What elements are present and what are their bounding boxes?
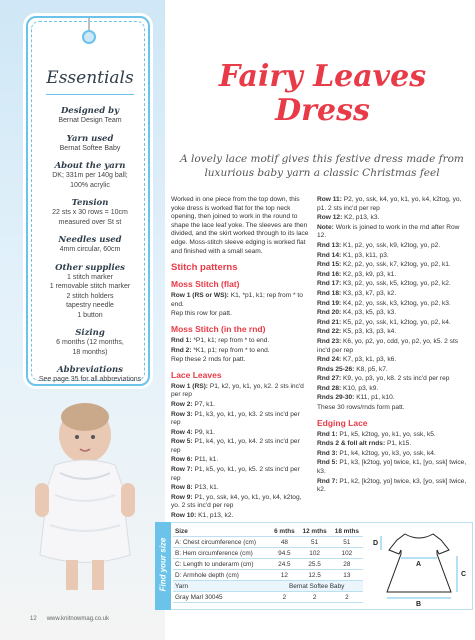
row-label: Rnds 29-30: xyxy=(317,394,357,402)
size-row xyxy=(173,537,363,548)
essentials-value: 100% acrylic xyxy=(70,181,110,189)
size-cell: 51 xyxy=(331,537,363,548)
row-label: Rnd 28: xyxy=(317,384,344,392)
footer xyxy=(30,616,109,622)
row-text: P7, k1. xyxy=(194,400,215,408)
size-header-cell: 12 mths xyxy=(298,526,330,537)
row-label: Rnd 1: xyxy=(317,430,340,438)
subtitle: A lovely lace motif gives this festive dress made from luxurious baby yarn a classic Christmas feel xyxy=(180,153,464,179)
pattern-row xyxy=(171,337,311,346)
row-label: Note: xyxy=(317,223,336,231)
row-text: K5, p2, yo, ssk, k1, k2tog, yo, p2, k4. xyxy=(343,318,451,326)
yarn-row xyxy=(173,581,363,592)
size-cell: 48 xyxy=(270,537,298,548)
pattern-row xyxy=(317,431,467,440)
pattern-row xyxy=(171,411,311,428)
row-text: P1, k2, [k2tog, yo] twice, k3, [yo, ssk] twice, k2. xyxy=(317,477,467,494)
row-text: K7, p3, k1, p3, k6. xyxy=(343,356,397,364)
row-text: P1, k4, yo, k1, yo, k4. 2 sts inc'd per rep xyxy=(171,438,300,454)
row-text: *K1, p1; rep from * to end. xyxy=(193,346,270,354)
row-label: Rnd 21: xyxy=(317,318,344,326)
row-text: Rep this row for patt. xyxy=(171,310,232,318)
essentials-heading: Yarn used xyxy=(66,133,114,144)
row-label: Row 12: xyxy=(317,214,345,222)
row-label: Rnd 14: xyxy=(317,251,344,259)
essentials-title: Essentials xyxy=(46,68,134,88)
intro-text: Worked in one piece from the top down, this yoke dress is worked flat for the top neck opening, then joined to work in the round to shape the lace leaf yoke. The sleeves are then divided, and the skirt worked through to its lace edge. Moss-stitch sleeve edging is worked flat and finished with a small seam. xyxy=(171,196,309,255)
row-text: P1, k3, yo, k1, yo, k3. 2 sts inc'd per rep xyxy=(171,410,300,427)
row-label: Rnd 2: xyxy=(171,346,194,354)
row-text: K1, p2, yo, ssk, k9, k2tog, yo, p2. xyxy=(343,241,441,249)
size-cell: Gray Marl 30045 xyxy=(173,592,270,603)
page-title xyxy=(170,60,475,128)
pattern-row xyxy=(317,309,467,318)
essentials-value: Bernat Softee Baby xyxy=(59,144,121,152)
row-label: Rnd 22: xyxy=(317,328,344,336)
row-text: P13, k1. xyxy=(194,484,219,492)
find-your-size-label: Find your size xyxy=(158,537,168,592)
row-text: P1, k15. xyxy=(386,440,412,448)
row-text: K1, p13, k2. xyxy=(198,512,234,520)
row-text: K10, p3, k9. xyxy=(343,384,379,392)
size-header-cell: 6 mths xyxy=(270,526,298,537)
row-text: P1, k2, yo, k1, yo, k2. 2 sts inc'd per rep xyxy=(171,382,304,399)
title-line-1: Fairy Leaves xyxy=(218,59,427,94)
page-number: 12 xyxy=(30,616,37,622)
row-label: Rnd 7: xyxy=(317,477,340,485)
row-text: P1, k3, [k2tog, yo] twice, k1, [yo, ssk] twice, k3. xyxy=(317,459,467,476)
pattern-row xyxy=(171,512,311,521)
pattern-row xyxy=(317,385,467,394)
row-text: K6, yo, p2, yo, cdd, yo, p2, yo, k5. 2 sts inc'd per rep xyxy=(317,337,459,354)
pattern-row xyxy=(171,347,311,356)
row-text: K3, p3, k7, p3, k2. xyxy=(343,289,397,297)
row-text: P1, k4, k2tog, yo, k3, yo, ssk, k4. xyxy=(339,449,436,457)
row-text: K4, p3, k5, p3, k3. xyxy=(343,309,397,317)
size-row xyxy=(173,548,363,559)
row-text: Rep these 2 rnds for patt. xyxy=(171,356,246,364)
row-text: *P1, k1; rep from * to end. xyxy=(193,336,270,344)
essentials-heading: Tension xyxy=(71,198,109,208)
row-label: Rnd 15: xyxy=(317,261,344,269)
moss-rnd-rows xyxy=(171,337,311,365)
essentials-value: 6 months (12 months, xyxy=(56,339,124,346)
size-cell: D: Armhole depth (cm) xyxy=(173,570,270,581)
size-table-body xyxy=(173,537,363,603)
row-label: Row 11: xyxy=(317,196,344,203)
row-label: Rnd 13: xyxy=(317,241,344,249)
row-label: Rnd 19: xyxy=(317,299,344,307)
pattern-row xyxy=(317,450,467,459)
size-header-cell: Size xyxy=(173,526,270,537)
size-cell: 2 xyxy=(298,592,330,603)
row-label: Rnds 2 & foll alt rnds: xyxy=(317,440,387,448)
row-text: K9, yo, p3, yo, k8. 2 sts inc'd per rep xyxy=(343,375,450,383)
row-label: Rnd 1: xyxy=(171,336,194,344)
dress-schematic xyxy=(367,528,471,608)
row-label: Row 1 (RS or WS): xyxy=(171,292,231,300)
pattern-row xyxy=(317,328,467,337)
size-cell: 2 xyxy=(270,592,298,603)
size-cell: 51 xyxy=(298,537,330,548)
row-text: K2, p2, yo, ssk, k7, k2tog, yo, p2, k1. xyxy=(343,261,451,269)
pattern-row xyxy=(317,290,467,299)
essentials-heading: Designed by xyxy=(60,106,120,116)
essentials-value: See page 35 for all abbreviations xyxy=(38,376,142,383)
pattern-row xyxy=(317,394,467,403)
row-text: P1, yo, ssk, k4, yo, k1, yo, k4, k2tog, yo. 2 sts inc'd per rep xyxy=(171,493,302,510)
row-text: P1, k5, k2tog, yo, k1, yo, ssk, k5. xyxy=(339,430,436,438)
size-table xyxy=(173,526,363,603)
edging-lace-rows xyxy=(317,431,467,495)
row-label: Rnd 20: xyxy=(317,309,344,317)
size-cell: 12 xyxy=(270,570,298,581)
size-cell: 28 xyxy=(331,559,363,570)
row-label: Rnd 3: xyxy=(317,449,340,457)
essentials-value: DK; 331m per 140g ball; xyxy=(52,172,128,179)
essentials-heading: Needles used xyxy=(58,235,122,245)
pattern-row xyxy=(317,319,467,328)
schematic-label-a: A xyxy=(416,561,422,568)
pattern-row xyxy=(317,261,467,270)
row-label: Rnd 5: xyxy=(317,459,340,467)
size-cell: 24.5 xyxy=(270,559,298,570)
pattern-row xyxy=(317,196,467,213)
essentials-value: 1 removable stitch marker xyxy=(49,283,131,290)
row-label: Row 4: xyxy=(171,428,195,436)
footer-url: www.knitnowmag.co.uk xyxy=(46,616,110,622)
column-2 xyxy=(317,196,467,496)
pattern-row xyxy=(171,466,311,483)
row-text: K2, p3, k9, p3, k1. xyxy=(343,270,397,278)
size-cell: 102 xyxy=(331,548,363,559)
pattern-row xyxy=(171,438,311,455)
pattern-row xyxy=(317,375,467,384)
essentials-value: 18 months) xyxy=(72,348,108,356)
essentials-value: 4mm circular, 60cm xyxy=(59,246,121,253)
size-cell: Bernat Softee Baby xyxy=(270,581,363,592)
essentials-tag xyxy=(26,16,150,386)
pattern-row xyxy=(171,292,311,309)
pattern-row xyxy=(171,383,311,400)
pattern-row xyxy=(171,484,311,493)
baby-dress-photo xyxy=(0,395,165,600)
row-text: K2, p13, k3. xyxy=(344,214,380,222)
lace-leaves-heading: Lace Leaves xyxy=(171,369,222,380)
size-cell: 13 xyxy=(331,570,363,581)
row-text: These 30 rows/rnds form patt. xyxy=(317,404,405,412)
size-cell: 94.5 xyxy=(270,548,298,559)
size-row xyxy=(173,570,363,581)
pattern-row xyxy=(171,429,311,438)
tag-hole xyxy=(82,30,96,44)
size-header-cell: 18 mths xyxy=(331,526,363,537)
schematic-label-c: C xyxy=(461,571,467,578)
size-cell: 25.5 xyxy=(298,559,330,570)
pattern-row xyxy=(317,252,467,261)
pattern-row xyxy=(317,356,467,365)
size-row xyxy=(173,559,363,570)
continued-rows xyxy=(317,196,467,413)
essentials-rule xyxy=(46,94,134,95)
row-label: Row 7: xyxy=(171,466,195,474)
pattern-row xyxy=(317,300,467,309)
row-label: Rnd 27: xyxy=(317,375,344,383)
essentials-value: 1 stitch marker xyxy=(67,273,113,281)
essentials-value: 22 sts x 30 rows = 10cm xyxy=(52,209,128,216)
stitch-patterns-heading: Stitch patterns xyxy=(171,262,238,274)
row-text: K1, p3, k11, p3. xyxy=(343,251,389,259)
row-text: K3, p2, yo, ssk, k5, k2tog, yo, p2, k2. xyxy=(343,280,451,288)
row-text: K8, p5, k7. xyxy=(356,365,388,373)
row-text: P1, k5, yo, k1, yo, k5. 2 sts inc'd per rep xyxy=(171,466,300,482)
pattern-row xyxy=(317,404,467,413)
essentials-heading: Other supplies xyxy=(55,262,125,273)
row-text: Work is joined to work in the rnd after Row 12. xyxy=(317,223,460,240)
pattern-row xyxy=(317,214,467,223)
size-table-header xyxy=(173,526,363,537)
pattern-row xyxy=(171,456,311,465)
essentials-value: measured over St st xyxy=(58,218,122,226)
pattern-row xyxy=(317,478,467,495)
size-cell: C: Length to underarm (cm) xyxy=(173,559,270,570)
find-your-size-band xyxy=(155,522,171,610)
essentials-value: 1 button xyxy=(77,311,103,319)
moss-flat-rows xyxy=(171,292,311,319)
pattern-row xyxy=(171,401,311,410)
size-cell: 2 xyxy=(331,592,363,603)
pattern-row xyxy=(171,494,311,511)
row-label: Row 5: xyxy=(171,438,195,446)
size-cell: A: Chest circumference (cm) xyxy=(173,537,270,548)
row-label: Rnd 18: xyxy=(317,289,344,297)
size-cell: 12.5 xyxy=(298,570,330,581)
row-label: Row 9: xyxy=(171,493,195,501)
schematic-label-b: B xyxy=(416,601,422,608)
essentials-list xyxy=(30,106,150,385)
row-label: Rnds 25-26: xyxy=(317,365,357,373)
moss-flat-heading: Moss Stitch (flat) xyxy=(171,279,240,290)
row-text: K5, p3, k3, p3, k4. xyxy=(343,328,397,336)
schematic-label-d: D xyxy=(373,540,379,547)
row-label: Rnd 23: xyxy=(317,337,344,345)
row-label: Row 2: xyxy=(171,400,195,408)
row-text: K4, p2, yo, ssk, k3, k2tog, yo, p2, k3. xyxy=(343,299,451,307)
row-text: P9, k1. xyxy=(194,428,215,436)
pattern-row xyxy=(317,440,467,449)
pattern-row xyxy=(317,366,467,375)
row-text: K1, *p1, k1; rep from * to end. xyxy=(171,292,303,308)
size-cell: Yarn xyxy=(173,581,270,592)
pattern-row xyxy=(317,280,467,289)
color-row xyxy=(173,592,363,603)
essentials-heading: Abbreviations xyxy=(57,365,123,375)
row-text: P11, k1. xyxy=(194,456,219,464)
essentials-value: 2 stitch holders xyxy=(66,292,114,300)
size-cell: 102 xyxy=(298,548,330,559)
pattern-row xyxy=(317,459,467,476)
row-label: Row 8: xyxy=(171,484,195,492)
pattern-row xyxy=(317,242,467,251)
row-label: Rnd 17: xyxy=(317,280,344,288)
essentials-heading: Sizing xyxy=(75,328,105,338)
row-label: Rnd 24: xyxy=(317,356,344,364)
row-label: Row 6: xyxy=(171,456,195,464)
essentials-heading: About the yarn xyxy=(54,161,126,171)
row-text: P2, yo, ssk, k4, yo, k1, yo, k4, k2tog, yo, p1. 2 sts inc'd per rep xyxy=(317,196,462,212)
row-label: Row 1 (RS): xyxy=(171,382,210,390)
lace-leaves-rows xyxy=(171,383,311,521)
essentials-value: Bernat Design Team xyxy=(58,117,122,124)
title-line-2: Dress xyxy=(275,93,370,128)
pattern-row xyxy=(171,356,311,365)
pattern-row xyxy=(317,271,467,280)
row-text: K11, p1, k10. xyxy=(356,394,395,402)
row-label: Row 3: xyxy=(171,410,195,418)
size-cell: B: Hem circumference (cm) xyxy=(173,548,270,559)
column-1 xyxy=(171,196,311,522)
edging-lace-heading: Edging Lace xyxy=(317,417,368,428)
row-label: Rnd 16: xyxy=(317,270,344,278)
pattern-row xyxy=(317,338,467,355)
pattern-row xyxy=(317,224,467,241)
row-label: Row 10: xyxy=(171,512,199,520)
pattern-row xyxy=(171,310,311,319)
essentials-value: tapestry needle xyxy=(66,302,114,309)
moss-rnd-heading: Moss Stitch (in the rnd) xyxy=(171,323,266,334)
